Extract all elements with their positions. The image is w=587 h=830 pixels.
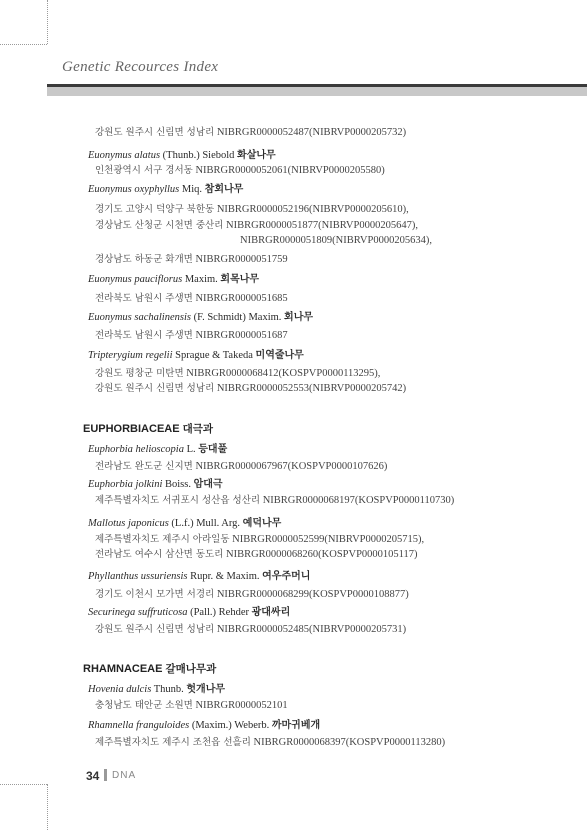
accession-code: NIBRGR0000052101 [195,700,288,711]
accession-code: NIBRGR0000067967(KOSPVP0000107626) [195,461,388,472]
accession-code: NIBRGR0000051687 [195,330,288,341]
author-citation: Miq. [181,184,203,195]
korean-name: 회나무 [284,312,314,323]
korean-name: 암대극 [193,479,223,490]
korean-name: 광대싸리 [251,607,291,618]
accession-code: NIBRGR0000068412(KOSPVP0000113295), [186,368,381,379]
author-citation: (L.f.) Mull. Arg. [171,518,241,529]
accession-code: NIBRGR0000068397(KOSPVP0000113280) [253,737,446,748]
species-entry [88,183,243,196]
scientific-name: Mallotus japonicus [88,518,169,529]
species-entry [88,349,304,362]
locality: 전라남도 여수시 삼산면 동도리 [95,549,224,560]
accession-code: NIBRGR0000068197(KOSPVP0000110730) [262,495,455,506]
author-citation: Thunb. [153,684,184,695]
author-citation: L. [186,444,196,455]
locality-entry [95,736,445,749]
scientific-name: Euonymus sachalinensis [88,312,191,323]
scientific-name: Euonymus pauciflorus [88,274,183,285]
locality: 충청남도 태안군 소원면 [95,700,193,711]
crop-mark-bottom-horizontal [0,784,47,785]
locality: 경기도 이천시 모가면 서경리 [95,589,215,600]
locality-entry [95,126,406,139]
crop-mark-bottom-vertical [47,784,48,830]
scientific-name: Phyllanthus ussuriensis [88,571,188,582]
accession-code: NIBRGR0000052061(NIBRVP0000205580) [195,165,385,176]
korean-name: 미역줄나무 [255,350,304,361]
species-entry [88,149,276,162]
accession-code: NIBRGR0000051809(NIBRVP0000205634), [240,235,432,246]
locality-entry [95,382,406,395]
scientific-name: Securinega suffruticosa [88,607,188,618]
scientific-name: Euphorbia helioscopia [88,444,184,455]
locality: 제주특별자치도 제주시 아라일동 [95,534,230,545]
author-citation: (F. Schmidt) Maxim. [193,312,282,323]
author-citation: Sprague & Takeda [175,350,253,361]
korean-name: 화살나무 [237,150,276,161]
korean-name: 예덕나무 [242,518,282,529]
accession-code: NIBRGR0000051685 [195,293,288,304]
scientific-name: Euonymus oxyphyllus [88,184,180,195]
locality: 전라북도 남원시 주생면 [95,330,193,341]
accession-code: NIBRGR0000052485(NIBRVP0000205731) [216,624,407,635]
accession-code: NIBRGR0000068260(KOSPVP0000105117) [226,549,418,560]
locality-entry [95,219,418,232]
species-entry [88,606,290,619]
accession-code: NIBRGR0000052599(NIBRVP0000205715), [232,534,425,545]
locality-entry [95,699,288,712]
species-entry [88,683,225,696]
footer-section-label: DNA [112,770,137,781]
accession-code: NIBRGR0000052196(NIBRVP0000205610), [216,204,409,215]
author-citation: (Pall.) Rehder [190,607,249,618]
locality: 전라남도 완도군 신지면 [95,461,193,472]
crop-mark-top-horizontal [0,44,47,45]
scientific-name: Rhamnella franguloides [88,720,190,731]
scientific-name: Hovenia dulcis [88,684,152,695]
locality: 제주특별자치도 서귀포시 성산읍 성산리 [95,495,261,506]
species-entry [88,719,320,732]
locality-entry [95,460,387,473]
page-number-divider [104,769,107,781]
family-heading [83,421,213,436]
accession-code: NIBRGR0000068299(KOSPVP0000108877) [216,589,409,600]
korean-name: 회목나무 [220,274,260,285]
species-entry [88,311,313,324]
locality-entry [95,494,454,507]
locality: 인천광역시 서구 경서동 [95,165,193,176]
author-citation: Rupr. & Maxim. [190,571,260,582]
locality-entry [95,253,288,266]
korean-name: 참회나무 [204,184,244,195]
locality-entry [95,548,418,561]
accession-code: NIBRGR0000051759 [195,254,288,265]
accession-code: NIBRGR0000052553(NIBRVP0000205742) [216,383,407,394]
locality-entry [95,164,385,177]
locality-entry [95,588,409,601]
family-heading [83,661,216,676]
scientific-name: Euonymus alatus [88,150,161,161]
species-entry [88,517,281,530]
locality-entry [95,203,409,216]
author-citation: Maxim. [184,274,218,285]
korean-name: 헛개나무 [186,684,226,695]
accession-code: NIBRGR0000051877(NIBRVP0000205647), [226,220,418,231]
family-korean-name: 갈매나무과 [165,663,217,675]
author-citation: Boiss. [165,479,191,490]
locality-entry [95,533,424,546]
header-band [47,87,587,96]
locality: 경상남도 산청군 시천면 중산리 [95,220,224,231]
species-entry [88,273,259,286]
author-citation: (Thunb.) Siebold [162,150,235,161]
family-name: RHAMNACEAE [83,663,163,675]
page-number: 34 [86,769,100,783]
locality-continuation [240,234,432,247]
locality-entry [95,623,406,636]
locality: 강원도 원주시 신림면 성남리 [95,624,215,635]
accession-code: NIBRGR0000052487(NIBRVP0000205732) [216,127,407,138]
locality: 제주특별자치도 제주시 조천읍 선흘리 [95,737,251,748]
running-header-title: Genetic Recources Index [62,59,219,75]
species-entry [88,570,310,583]
korean-name: 등대풀 [198,444,228,455]
family-korean-name: 대극과 [182,423,214,435]
species-entry [88,443,227,456]
species-entry [88,478,223,491]
locality-entry [95,367,380,380]
locality-entry [95,292,288,305]
locality: 전라북도 남원시 주생면 [95,293,193,304]
family-name: EUPHORBIACEAE [83,423,180,435]
locality: 경상남도 하동군 화개면 [95,254,193,265]
korean-name: 여우주머니 [262,571,311,582]
locality: 경기도 고양시 덕양구 북한동 [95,204,215,215]
crop-mark-top-vertical [47,0,48,44]
korean-name: 까마귀베개 [271,720,321,731]
locality: 강원도 원주시 신림면 성남리 [95,383,215,394]
author-citation: (Maxim.) Weberb. [191,720,270,731]
scientific-name: Tripterygium regelii [88,350,173,361]
locality-entry [95,329,288,342]
locality: 강원도 원주시 신림면 성남리 [95,127,215,138]
locality: 강원도 평창군 미탄면 [95,368,184,379]
scientific-name: Euphorbia jolkini [88,479,163,490]
